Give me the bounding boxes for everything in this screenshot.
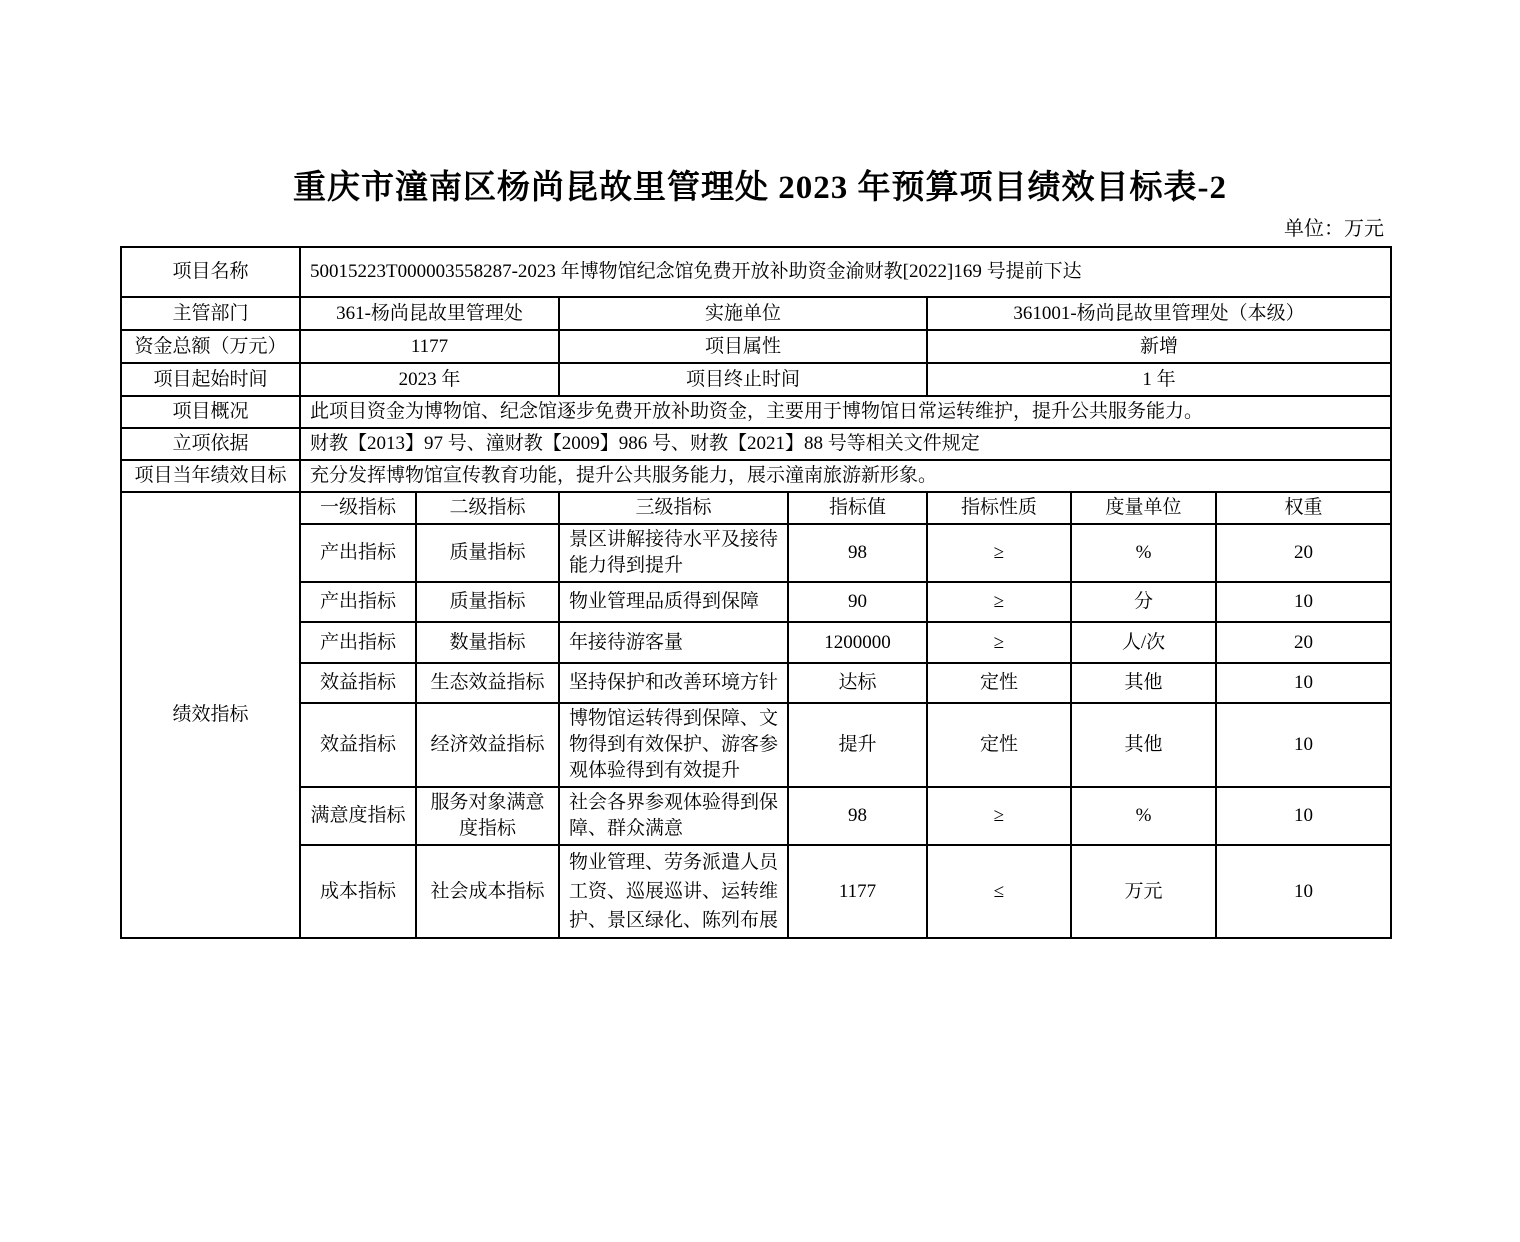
value-annual-goal: 充分发挥博物馆宣传教育功能，提升公共服务能力，展示潼南旅游新形象。 [300,460,1391,492]
indicator-nature: 定性 [927,663,1071,703]
value-total-funds: 1177 [300,330,559,363]
indicator-nature: ≤ [927,845,1071,938]
indicator-level1: 成本指标 [300,845,416,938]
indicator-row [121,622,1391,663]
indicator-unit: % [1071,787,1216,845]
label-department: 主管部门 [121,297,300,330]
label-project-name: 项目名称 [121,247,300,297]
value-project-attribute: 新增 [927,330,1391,363]
indicator-value: 1200000 [788,622,927,663]
indicator-nature: ≥ [927,524,1071,582]
header-level1: 一级指标 [300,492,416,524]
indicator-level3: 物业管理品质得到保障 [559,582,788,622]
indicator-nature: ≥ [927,582,1071,622]
header-nature: 指标性质 [927,492,1071,524]
header-unit: 度量单位 [1071,492,1216,524]
indicator-value: 98 [788,524,927,582]
indicator-level2: 服务对象满意度指标 [416,787,559,845]
label-annual-goal: 项目当年绩效目标 [121,460,300,492]
indicator-row [121,582,1391,622]
indicator-level1: 效益指标 [300,703,416,787]
info-row-project-dates [121,363,1391,396]
value-implementing-unit: 361001-杨尚昆故里管理处（本级） [927,297,1391,330]
indicator-level2: 社会成本指标 [416,845,559,938]
indicator-value: 90 [788,582,927,622]
header-value: 指标值 [788,492,927,524]
indicator-level2: 生态效益指标 [416,663,559,703]
indicator-level3: 景区讲解接待水平及接待能力得到提升 [559,524,788,582]
document-page [0,168,1520,939]
indicator-row [121,845,1391,938]
unit-note: 单位：万元 [1284,218,1384,240]
value-overview: 此项目资金为博物馆、纪念馆逐步免费开放补助资金，主要用于博物馆日常运转维护，提升公共服务能力。 [300,396,1391,428]
header-weight: 权重 [1216,492,1391,524]
indicator-row [121,703,1391,787]
indicator-unit: 万元 [1071,845,1216,938]
value-project-name: 50015223T000003558287-2023 年博物馆纪念馆免费开放补助资金渝财教[2022]169 号提前下达 [300,247,1391,297]
label-basis: 立项依据 [121,428,300,460]
indicator-level1: 产出指标 [300,622,416,663]
indicator-weight: 20 [1216,622,1391,663]
indicator-level3: 博物馆运转得到保障、文物得到有效保护、游客参观体验得到有效提升 [559,703,788,787]
indicator-weight: 10 [1216,845,1391,938]
label-overview: 项目概况 [121,396,300,428]
budget-performance-table [120,246,1392,939]
indicator-weight: 20 [1216,524,1391,582]
info-row-project-name [121,247,1391,297]
indicator-level1: 效益指标 [300,663,416,703]
info-row-basis [121,428,1391,460]
indicator-unit: 人/次 [1071,622,1216,663]
page-title: 重庆市潼南区杨尚昆故里管理处 2023 年预算项目绩效目标表-2 [293,170,1227,206]
indicator-level3: 坚持保护和改善环境方针 [559,663,788,703]
indicator-row [121,524,1391,582]
info-row-annual-goal [121,460,1391,492]
indicator-nature: 定性 [927,703,1071,787]
indicator-level3: 社会各界参观体验得到保障、群众满意 [559,787,788,845]
indicator-level3: 年接待游客量 [559,622,788,663]
value-department: 361-杨尚昆故里管理处 [300,297,559,330]
indicator-value: 达标 [788,663,927,703]
indicator-weight: 10 [1216,703,1391,787]
indicator-level3: 物业管理、劳务派遣人员工资、巡展巡讲、运转维护、景区绿化、陈列布展 [559,845,788,938]
label-end-time: 项目终止时间 [559,363,927,396]
indicator-weight: 10 [1216,582,1391,622]
info-row-overview [121,396,1391,428]
indicator-level2: 数量指标 [416,622,559,663]
indicator-level2: 经济效益指标 [416,703,559,787]
indicator-weight: 10 [1216,787,1391,845]
indicator-level1: 产出指标 [300,582,416,622]
indicator-nature: ≥ [927,787,1071,845]
label-implementing-unit: 实施单位 [559,297,927,330]
value-basis: 财教【2013】97 号、潼财教【2009】986 号、财教【2021】88 号等相关文件规定 [300,428,1391,460]
value-start-time: 2023 年 [300,363,559,396]
value-end-time: 1 年 [927,363,1391,396]
indicator-row [121,663,1391,703]
info-row-total-funds [121,330,1391,363]
label-total-funds: 资金总额（万元） [121,330,300,363]
indicator-header-row [121,492,1391,524]
indicator-level2: 质量指标 [416,582,559,622]
header-level3: 三级指标 [559,492,788,524]
indicator-unit: 分 [1071,582,1216,622]
label-performance-indicators: 绩效指标 [121,492,300,938]
indicator-unit: 其他 [1071,663,1216,703]
indicator-value: 98 [788,787,927,845]
indicator-value: 1177 [788,845,927,938]
label-project-attribute: 项目属性 [559,330,927,363]
indicator-row [121,787,1391,845]
info-row-department [121,297,1391,330]
indicator-value: 提升 [788,703,927,787]
indicator-level1: 满意度指标 [300,787,416,845]
indicator-level1: 产出指标 [300,524,416,582]
label-start-time: 项目起始时间 [121,363,300,396]
indicator-nature: ≥ [927,622,1071,663]
indicator-unit: 其他 [1071,703,1216,787]
header-level2: 二级指标 [416,492,559,524]
indicator-level2: 质量指标 [416,524,559,582]
indicator-unit: % [1071,524,1216,582]
indicator-weight: 10 [1216,663,1391,703]
